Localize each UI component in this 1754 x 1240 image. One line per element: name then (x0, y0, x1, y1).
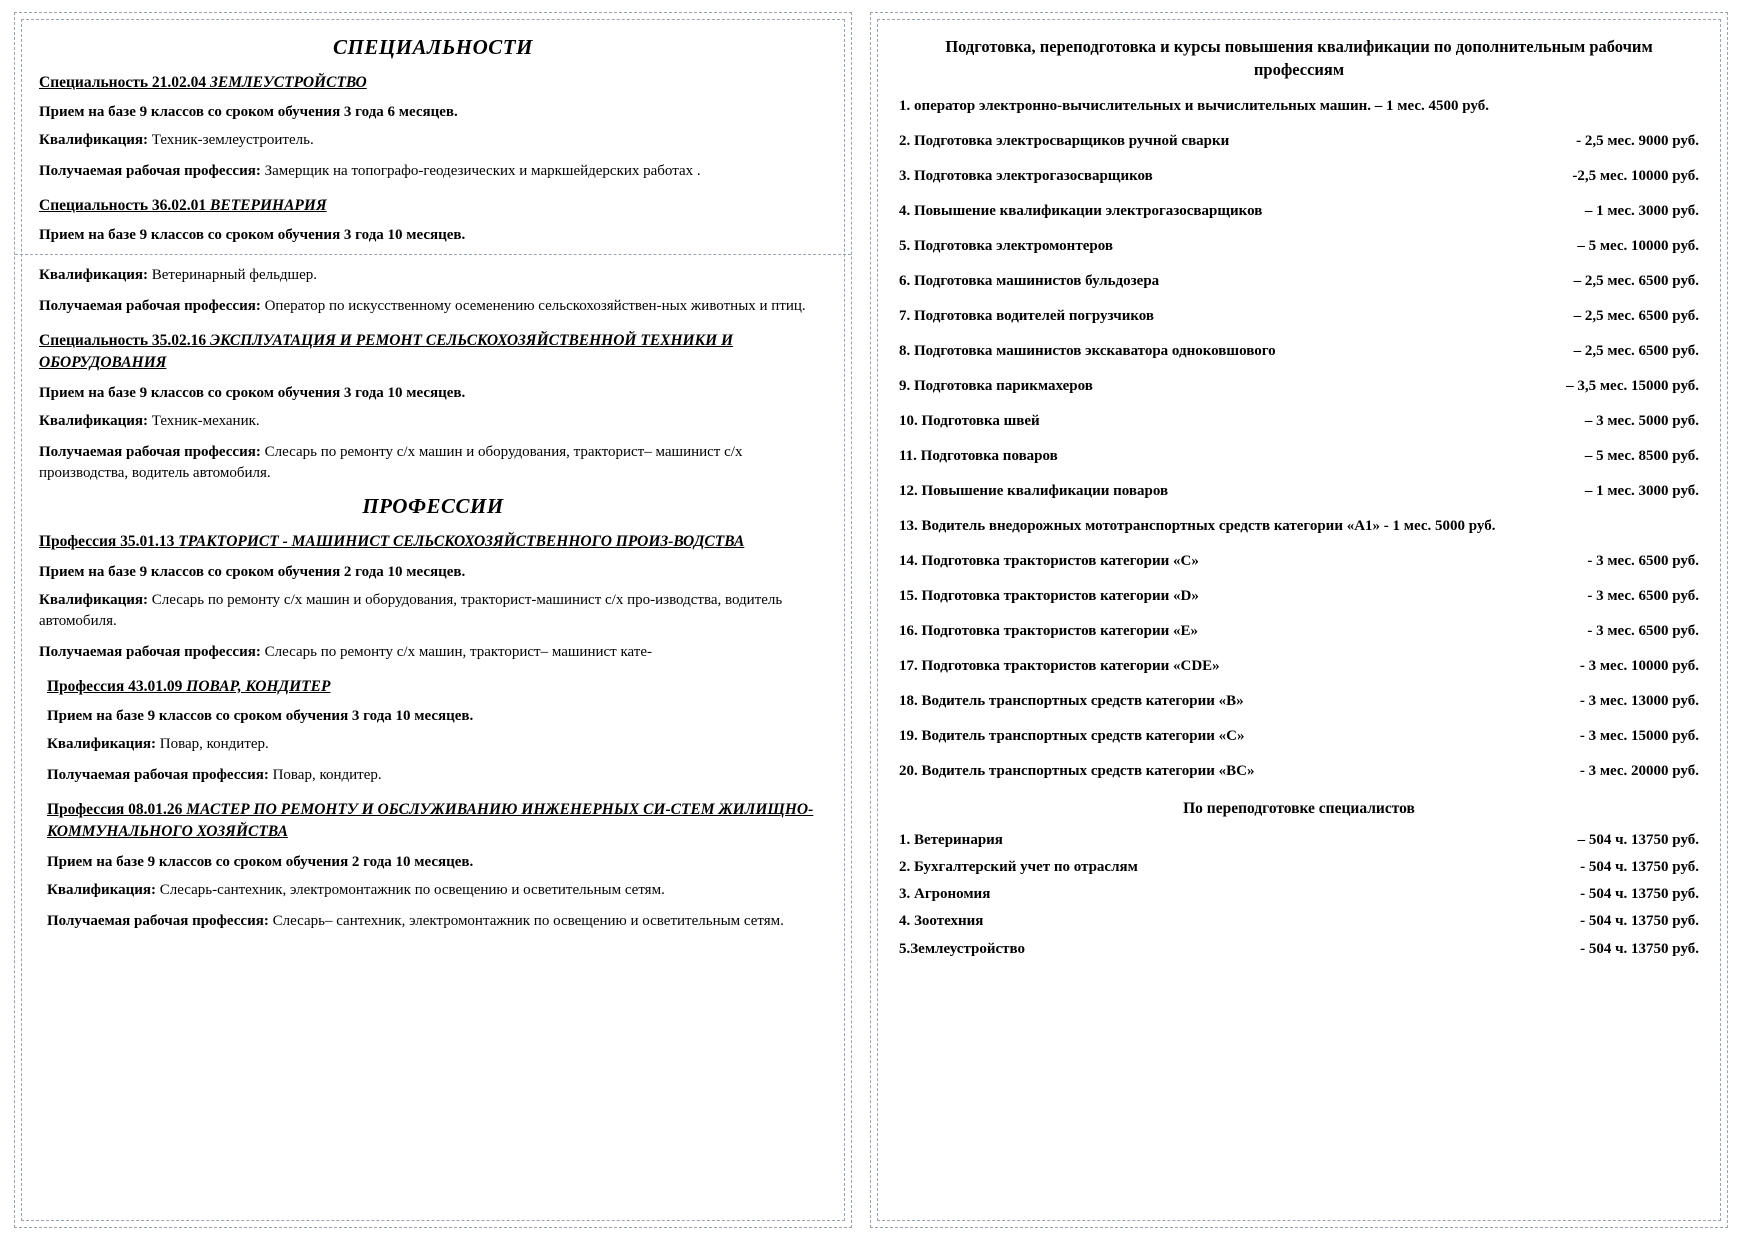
course-price: – 1 мес. 3000 руб. (1584, 203, 1699, 220)
profession-value: Слесарь по ремонту с/х машин, тракторист– машинист кате- (260, 644, 653, 661)
course-row (899, 272, 1699, 292)
course-row (899, 587, 1699, 607)
course-price: – 2,5 мес. 6500 руб. (1573, 343, 1699, 360)
course-row (899, 482, 1699, 502)
course-price: – 5 мес. 8500 руб. (1584, 448, 1699, 465)
retraining-price: - 504 ч. 13750 руб. (1580, 940, 1699, 957)
specialty-admission: Прием на базе 9 классов со сроком обучения 3 года 10 месяцев. (39, 227, 466, 244)
qualification-value: Техник-землеустроитель. (148, 132, 314, 149)
course-name: 3. Подготовка электрогазосварщиков (899, 168, 1153, 185)
profession-qualification (39, 590, 827, 634)
specialty-admission: Прием на базе 9 классов со сроком обучения 3 года 10 месяцев. (39, 384, 466, 401)
course-name: 9. Подготовка парикмахеров (899, 378, 1093, 395)
qualification-label: Квалификация: (39, 591, 148, 608)
course-row (899, 377, 1699, 397)
profession-name: ПОВАР, КОНДИТЕР (186, 677, 331, 695)
retraining-row (899, 884, 1699, 904)
specialty-profession (39, 161, 827, 183)
course-price: - 3 мес. 6500 руб. (1587, 588, 1699, 605)
course-row (899, 132, 1699, 152)
specialty-name: ЭКСПЛУАТАЦИЯ И РЕМОНТ СЕЛЬСКОХОЗЯЙСТВЕННОЙ ТЕХНИКИ И ОБОРУДОВАНИЯ (39, 331, 734, 372)
retraining-title: По переподготовке специалистов (1183, 799, 1415, 817)
course-row (899, 727, 1699, 747)
course-name: 16. Подготовка трактористов категории «Е» (899, 623, 1198, 640)
retraining-price: - 504 ч. 13750 руб. (1580, 858, 1699, 875)
course-price: - 3 мес. 6500 руб. (1587, 623, 1699, 640)
profession-label: Получаемая рабочая профессия: (47, 912, 269, 929)
left-column-content (29, 23, 837, 947)
divider (15, 254, 851, 255)
qualification-value: Ветеринарный фельдшер. (148, 267, 318, 284)
course-row (899, 342, 1699, 362)
profession-workprofession (39, 765, 827, 787)
profession-heading (39, 799, 827, 844)
profession-name: МАСТЕР ПО РЕМОНТУ И ОБСЛУЖИВАНИЮ ИНЖЕНЕРНЫХ СИ-СТЕМ ЖИЛИЩНО-КОММУНАЛЬНОГО ХОЗЯЙСТВА (47, 800, 814, 841)
profession-label: Получаемая рабочая профессия: (39, 163, 261, 180)
profession-value: Слесарь по ремонту с/х машин и оборудования, тракторист– машинист с/х производства, водитель автомобиля. (39, 443, 743, 482)
qualification-value: Слесарь по ремонту с/х машин и оборудования, тракторист-машинист с/х про-изводства, водитель автомобиля. (39, 591, 783, 630)
course-row (899, 552, 1699, 572)
retraining-price: - 504 ч. 13750 руб. (1580, 913, 1699, 930)
course-name: 11. Подготовка поваров (899, 448, 1058, 465)
course-row (899, 202, 1699, 222)
course-price: - 3 мес. 15000 руб. (1579, 728, 1699, 745)
course-name: 17. Подготовка трактористов категории «CDE» (899, 658, 1220, 675)
retraining-name: 2. Бухгалтерский учет по отраслям (899, 858, 1138, 875)
profession-label: Получаемая рабочая профессия: (47, 767, 269, 784)
course-row (899, 692, 1699, 712)
course-price: – 3 мес. 5000 руб. (1584, 413, 1699, 430)
qualification-label: Квалификация: (47, 881, 156, 898)
course-name: 20. Водитель транспортных средств категории «ВС» (899, 763, 1255, 780)
profession-value: Повар, кондитер. (268, 767, 382, 784)
course-price: – 5 мес. 10000 руб. (1577, 238, 1699, 255)
course-name: 5. Подготовка электромонтеров (899, 238, 1113, 255)
profession-label: Получаемая рабочая профессия: (39, 298, 261, 315)
specialty-name: ВЕТЕРИНАРИЯ (210, 196, 327, 214)
retraining-price: – 504 ч. 13750 руб. (1577, 831, 1699, 848)
course-row (899, 412, 1699, 432)
course-price: – 1 мес. 3000 руб. (1584, 483, 1699, 500)
course-name: 6. Подготовка машинистов бульдозера (899, 273, 1160, 290)
right-column-content (883, 23, 1715, 976)
course-name: 19. Водитель транспортных средств категории «С» (899, 728, 1245, 745)
specialty-heading (39, 195, 827, 217)
course-name: 15. Подготовка трактористов категории «D» (899, 588, 1199, 605)
qualification-label: Квалификация: (39, 267, 148, 284)
retraining-row (899, 857, 1699, 877)
course-price: - 3 мес. 20000 руб. (1579, 763, 1699, 780)
specialty-qualification (39, 265, 827, 287)
profession-label: Получаемая рабочая профессия: (39, 644, 261, 661)
profession-qualification (39, 734, 827, 756)
profession-code: Профессия 43.01.09 (47, 677, 187, 695)
course-price: – 2,5 мес. 6500 руб. (1573, 308, 1699, 325)
qualification-value: Повар, кондитер. (156, 736, 269, 753)
profession-value: Слесарь– сантехник, электромонтажник по освещению и осветительным сетям. (268, 912, 784, 929)
qualification-label: Квалификация: (39, 132, 148, 149)
course-row (899, 97, 1699, 117)
page-title-professions: ПРОФЕССИИ (362, 494, 504, 519)
course-row (899, 657, 1699, 677)
course-name: 18. Водитель транспортных средств категории «В» (899, 693, 1244, 710)
specialty-qualification (39, 130, 827, 152)
course-price: - 3 мес. 10000 руб. (1579, 658, 1699, 675)
course-row (899, 447, 1699, 467)
course-row (899, 622, 1699, 642)
qualification-value: Слесарь-сантехник, электромонтажник по освещению и осветительным сетям. (156, 881, 665, 898)
profession-code: Профессия 08.01.26 (47, 800, 187, 818)
specialty-code: Специальность 35.02.16 (39, 331, 211, 349)
course-row (899, 762, 1699, 782)
profession-admission: Прием на базе 9 классов со сроком обучения 3 года 10 месяцев. (47, 708, 474, 725)
course-price: -2,5 мес. 10000 руб. (1572, 168, 1699, 185)
course-name: 8. Подготовка машинистов экскаватора одноковшового (899, 343, 1276, 360)
course-price: – 2,5 мес. 6500 руб. (1573, 273, 1699, 290)
profession-heading (39, 531, 827, 553)
specialty-code: Специальность 36.02.01 (39, 196, 211, 214)
qualification-value: Техник-механик. (148, 412, 260, 429)
specialty-name: ЗЕМЛЕУСТРОЙСТВО (210, 74, 367, 91)
retraining-row (899, 939, 1699, 959)
left-column (14, 12, 852, 1228)
retraining-name: 5.Землеустройство (899, 940, 1025, 957)
course-name: 13. Водитель внедорожных мототранспортных средств категории «А1» - 1 мес. 5000 руб. (899, 518, 1496, 535)
specialty-heading (39, 330, 827, 375)
qualification-label: Квалификация: (39, 412, 148, 429)
course-price: - 3 мес. 13000 руб. (1579, 693, 1699, 710)
profession-qualification (39, 880, 827, 902)
specialty-profession (39, 442, 827, 486)
profession-value: Замерщик на топографо-геодезических и маркшейдерских работах . (260, 163, 701, 180)
profession-value: Оператор по искусственному осеменению сельскохозяйствен-ных животных и птиц. (260, 298, 806, 315)
course-price: - 2,5 мес. 9000 руб. (1576, 133, 1699, 150)
course-name: 2. Подготовка электросварщиков ручной сварки (899, 133, 1230, 150)
profession-heading (39, 676, 827, 698)
retraining-price: - 504 ч. 13750 руб. (1580, 886, 1699, 903)
specialty-code: Специальность 21.02.04 (39, 74, 211, 91)
course-row (899, 517, 1699, 537)
course-name: 4. Повышение квалификации электрогазосварщиков (899, 203, 1263, 220)
specialty-profession (39, 296, 827, 318)
course-row (899, 237, 1699, 257)
profession-code: Профессия 35.01.13 (39, 533, 179, 551)
retraining-name: 1. Ветеринария (899, 831, 1003, 848)
course-row (899, 307, 1699, 327)
right-column (870, 12, 1728, 1228)
retraining-name: 3. Агрономия (899, 886, 991, 903)
profession-name: ТРАКТОРИСТ - МАШИНИСТ СЕЛЬСКОХОЗЯЙСТВЕННОГО ПРОИЗ-ВОДСТВА (178, 533, 745, 551)
course-name: 10. Подготовка швей (899, 413, 1040, 430)
specialty-qualification (39, 411, 827, 433)
course-name: 7. Подготовка водителей погрузчиков (899, 308, 1155, 325)
profession-workprofession (39, 911, 827, 933)
course-row (899, 167, 1699, 187)
page-title-specialties: СПЕЦИАЛЬНОСТИ (333, 35, 533, 59)
course-name: 14. Подготовка трактористов категории «С» (899, 553, 1199, 570)
profession-admission: Прием на базе 9 классов со сроком обучения 2 года 10 месяцев. (47, 853, 474, 870)
course-name: 12. Повышение квалификации поваров (899, 483, 1169, 500)
profession-label: Получаемая рабочая профессия: (39, 443, 261, 460)
specialty-heading (39, 72, 827, 94)
retraining-row (899, 911, 1699, 931)
profession-workprofession (39, 642, 827, 664)
retraining-name: 4. Зоотехния (899, 913, 984, 930)
courses-title: Подготовка, переподготовка и курсы повышения квалификации по дополнительным рабочим профессиям (945, 37, 1653, 80)
course-name: 1. оператор электронно-вычислительных и вычислительных машин. – 1 мес. 4500 руб. (899, 98, 1489, 115)
specialty-admission: Прием на базе 9 классов со сроком обучения 3 года 6 месяцев. (39, 104, 458, 121)
course-price: – 3,5 мес. 15000 руб. (1566, 378, 1699, 395)
qualification-label: Квалификация: (47, 736, 156, 753)
course-price: - 3 мес. 6500 руб. (1587, 553, 1699, 570)
profession-admission: Прием на базе 9 классов со сроком обучения 2 года 10 месяцев. (39, 563, 466, 580)
retraining-row (899, 830, 1699, 850)
